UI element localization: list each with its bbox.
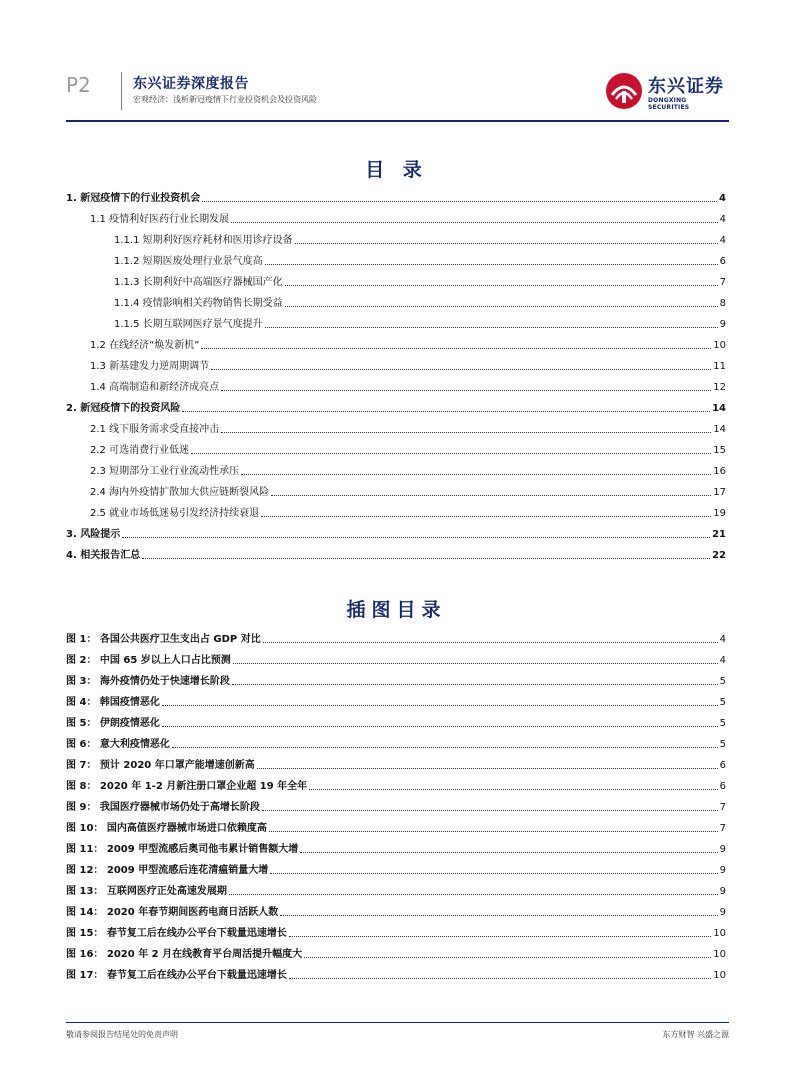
figure-entry-label: 图 7： 预计 2020 年口罩产能增速创新高 xyxy=(66,760,255,771)
figure-entry[interactable] xyxy=(66,755,726,772)
toc-entry-label: 1.1.4 疫情影响相关药物销售长期受益 xyxy=(114,298,283,309)
header-divider xyxy=(121,72,122,110)
toc-entry[interactable] xyxy=(66,398,726,415)
toc-entry[interactable] xyxy=(66,524,726,541)
figure-entry[interactable] xyxy=(66,797,726,814)
toc-entry[interactable] xyxy=(66,503,726,520)
toc-title: 目 录 xyxy=(365,159,428,181)
toc-entry-page: 6 xyxy=(719,256,726,267)
toc-entry-label: 2.4 海内外疫情扩散加大供应链断裂风险 xyxy=(90,487,270,498)
toc-entry-page: 4 xyxy=(719,214,726,225)
toc-entry-page: 11 xyxy=(713,361,726,372)
figure-entry[interactable] xyxy=(66,965,726,982)
figure-entry[interactable] xyxy=(66,692,726,709)
figure-entry[interactable] xyxy=(66,776,726,793)
figure-entry-label: 图 12： 2009 甲型流感后连花清瘟销量大增 xyxy=(66,865,269,876)
toc-entry-page: 12 xyxy=(713,382,726,393)
toc-entry[interactable] xyxy=(66,461,726,478)
toc-entry-label: 2.2 可选消费行业低迷 xyxy=(90,445,190,456)
figure-entry-page: 10 xyxy=(713,970,726,981)
figure-entry[interactable] xyxy=(66,713,726,730)
toc-entry-page: 17 xyxy=(713,487,726,498)
figure-entry[interactable] xyxy=(66,650,726,667)
figure-entry-label: 图 2： 中国 65 岁以上人口占比预测 xyxy=(66,655,231,666)
figure-entry-label: 图 9： 我国医疗器械市场仍处于高增长阶段 xyxy=(66,802,260,813)
figure-entry-page: 10 xyxy=(713,949,726,960)
figure-entry[interactable] xyxy=(66,881,726,898)
figure-entry-label: 图 17： 春节复工后在线办公平台下载量迅速增长 xyxy=(66,970,287,981)
toc-entry-page: 4 xyxy=(719,193,726,204)
toc-entry-label: 2.3 短期部分工业行业流动性承压 xyxy=(90,466,240,477)
figure-entry-page: 9 xyxy=(719,844,726,855)
toc-entry[interactable] xyxy=(66,293,726,310)
toc-entry-label: 3. 风险提示 xyxy=(66,529,121,540)
figure-entry-page: 9 xyxy=(719,865,726,876)
report-subtitle: 宏观经济：浅析新冠疫情下行业投资机会及投资风险 xyxy=(133,95,317,104)
toc-entry-label: 1. 新冠疫情下的行业投资机会 xyxy=(66,193,201,204)
figure-entry-label: 图 5： 伊朗疫情恶化 xyxy=(66,718,160,729)
figure-entry-label: 图 1： 各国公共医疗卫生支出占 GDP 对比 xyxy=(66,634,261,645)
toc-entry-label: 1.2 在线经济“焕发新机” xyxy=(90,340,200,351)
toc-entry-page: 9 xyxy=(719,319,726,330)
logo-cn-text: 东兴证券 xyxy=(648,76,724,97)
toc-entry-label: 2. 新冠疫情下的投资风险 xyxy=(66,403,181,414)
toc-entry[interactable] xyxy=(66,230,726,247)
toc-entry-page: 14 xyxy=(713,424,726,435)
toc-entry-page: 7 xyxy=(719,277,726,288)
toc-entry[interactable] xyxy=(66,188,726,205)
toc-entry-label: 1.1.3 长期利好中高端医疗器械国产化 xyxy=(114,277,283,288)
toc-entry-label: 1.1.2 短期医废处理行业景气度高 xyxy=(114,256,263,267)
toc-entry[interactable] xyxy=(66,209,726,226)
figure-entry-label: 图 11： 2009 甲型流感后奥司他韦累计销售额大增 xyxy=(66,844,299,855)
toc-entry-label: 1.1.1 短期利好医疗耗材和医用诊疗设备 xyxy=(114,235,293,246)
toc-entry-page: 10 xyxy=(713,340,726,351)
figure-entry-page: 6 xyxy=(719,760,726,771)
logo-emblem-icon xyxy=(604,71,644,111)
figure-entry-label: 图 4： 韩国疫情恶化 xyxy=(66,697,160,708)
figure-entry-label: 图 14： 2020 年春节期间医药电商日活跃人数 xyxy=(66,907,279,918)
page-number: P2 xyxy=(66,73,91,97)
toc-entry-label: 1.3 新基建发力逆周期调节 xyxy=(90,361,210,372)
figure-entry[interactable] xyxy=(66,671,726,688)
toc-entry[interactable] xyxy=(66,272,726,289)
toc-entry[interactable] xyxy=(66,482,726,499)
footer-slogan: 东方财智 兴盛之源 xyxy=(662,1030,729,1039)
toc-entry-page: 16 xyxy=(713,466,726,477)
toc-entry[interactable] xyxy=(66,314,726,331)
page-header xyxy=(0,0,793,125)
figure-entry[interactable] xyxy=(66,818,726,835)
figure-entry-page: 5 xyxy=(719,676,726,687)
toc-entry[interactable] xyxy=(66,545,726,562)
toc-entry-page: 21 xyxy=(712,529,726,540)
toc-entry-label: 1.4 高端制造和新经济成亮点 xyxy=(90,382,220,393)
toc-entry[interactable] xyxy=(66,440,726,457)
figure-entry-page: 5 xyxy=(719,697,726,708)
toc-entry-page: 22 xyxy=(712,550,726,561)
figure-entry-label: 图 8： 2020 年 1-2 月新注册口罩企业超 19 年全年 xyxy=(66,781,308,792)
report-title: 东兴证券深度报告 xyxy=(133,76,249,92)
toc-entry[interactable] xyxy=(66,377,726,394)
toc-entry-page: 4 xyxy=(719,235,726,246)
toc-entry[interactable] xyxy=(66,251,726,268)
toc-entry-label: 2.5 就业市场低迷易引发经济持续衰退 xyxy=(90,508,260,519)
toc-entry-page: 15 xyxy=(713,445,726,456)
figure-entry-page: 7 xyxy=(719,823,726,834)
toc-entry[interactable] xyxy=(66,335,726,352)
figure-entry-label: 图 6： 意大利疫情恶化 xyxy=(66,739,170,750)
toc-entry[interactable] xyxy=(66,419,726,436)
figure-entry-page: 9 xyxy=(719,886,726,897)
figure-entry[interactable] xyxy=(66,734,726,751)
company-logo xyxy=(604,70,729,112)
toc-entry-page: 8 xyxy=(719,298,726,309)
figure-entry-page: 10 xyxy=(713,928,726,939)
toc-entry[interactable] xyxy=(66,356,726,373)
toc-entry-label: 1.1 疫情利好医药行业长期发展 xyxy=(90,214,230,225)
figure-entry-label: 图 10： 国内高值医疗器械市场进口依赖度高 xyxy=(66,823,267,834)
header-rule xyxy=(66,120,729,122)
figure-entry[interactable] xyxy=(66,860,726,877)
footer-disclaimer: 敬请参阅报告结尾处的免责声明 xyxy=(66,1030,178,1039)
figure-entry-label: 图 16： 2020 年 2 月在线教育平台周活提升幅度大 xyxy=(66,949,303,960)
figure-entry-label: 图 3： 海外疫情仍处于快速增长阶段 xyxy=(66,676,230,687)
toc-entry-page: 14 xyxy=(712,403,726,414)
figures-title: 插图目录 xyxy=(346,599,447,621)
figure-entry-label: 图 15： 春节复工后在线办公平台下载量迅速增长 xyxy=(66,928,287,939)
figure-entry-page: 6 xyxy=(719,781,726,792)
toc-entry-page: 19 xyxy=(713,508,726,519)
figure-entry-page: 4 xyxy=(719,655,726,666)
figure-entry-label: 图 13： 互联网医疗正处高速发展期 xyxy=(66,886,227,897)
footer-rule xyxy=(66,1022,729,1023)
figure-entry-page: 9 xyxy=(719,907,726,918)
figure-entry[interactable] xyxy=(66,902,726,919)
figure-entry-page: 5 xyxy=(719,739,726,750)
figure-entry-page: 4 xyxy=(719,634,726,645)
figure-entry[interactable] xyxy=(66,629,726,646)
figure-entry[interactable] xyxy=(66,944,726,961)
figure-entry[interactable] xyxy=(66,839,726,856)
toc-entry-label: 4. 相关报告汇总 xyxy=(66,550,141,561)
figure-entry-page: 7 xyxy=(719,802,726,813)
figure-entry[interactable] xyxy=(66,923,726,940)
figure-entry-page: 5 xyxy=(719,718,726,729)
logo-en-text: DONGXING SECURITIES xyxy=(648,97,690,111)
toc-entry-label: 2.1 线下服务需求受直接冲击 xyxy=(90,424,220,435)
toc-entry-label: 1.1.5 长期互联网医疗景气度提升 xyxy=(114,319,263,330)
